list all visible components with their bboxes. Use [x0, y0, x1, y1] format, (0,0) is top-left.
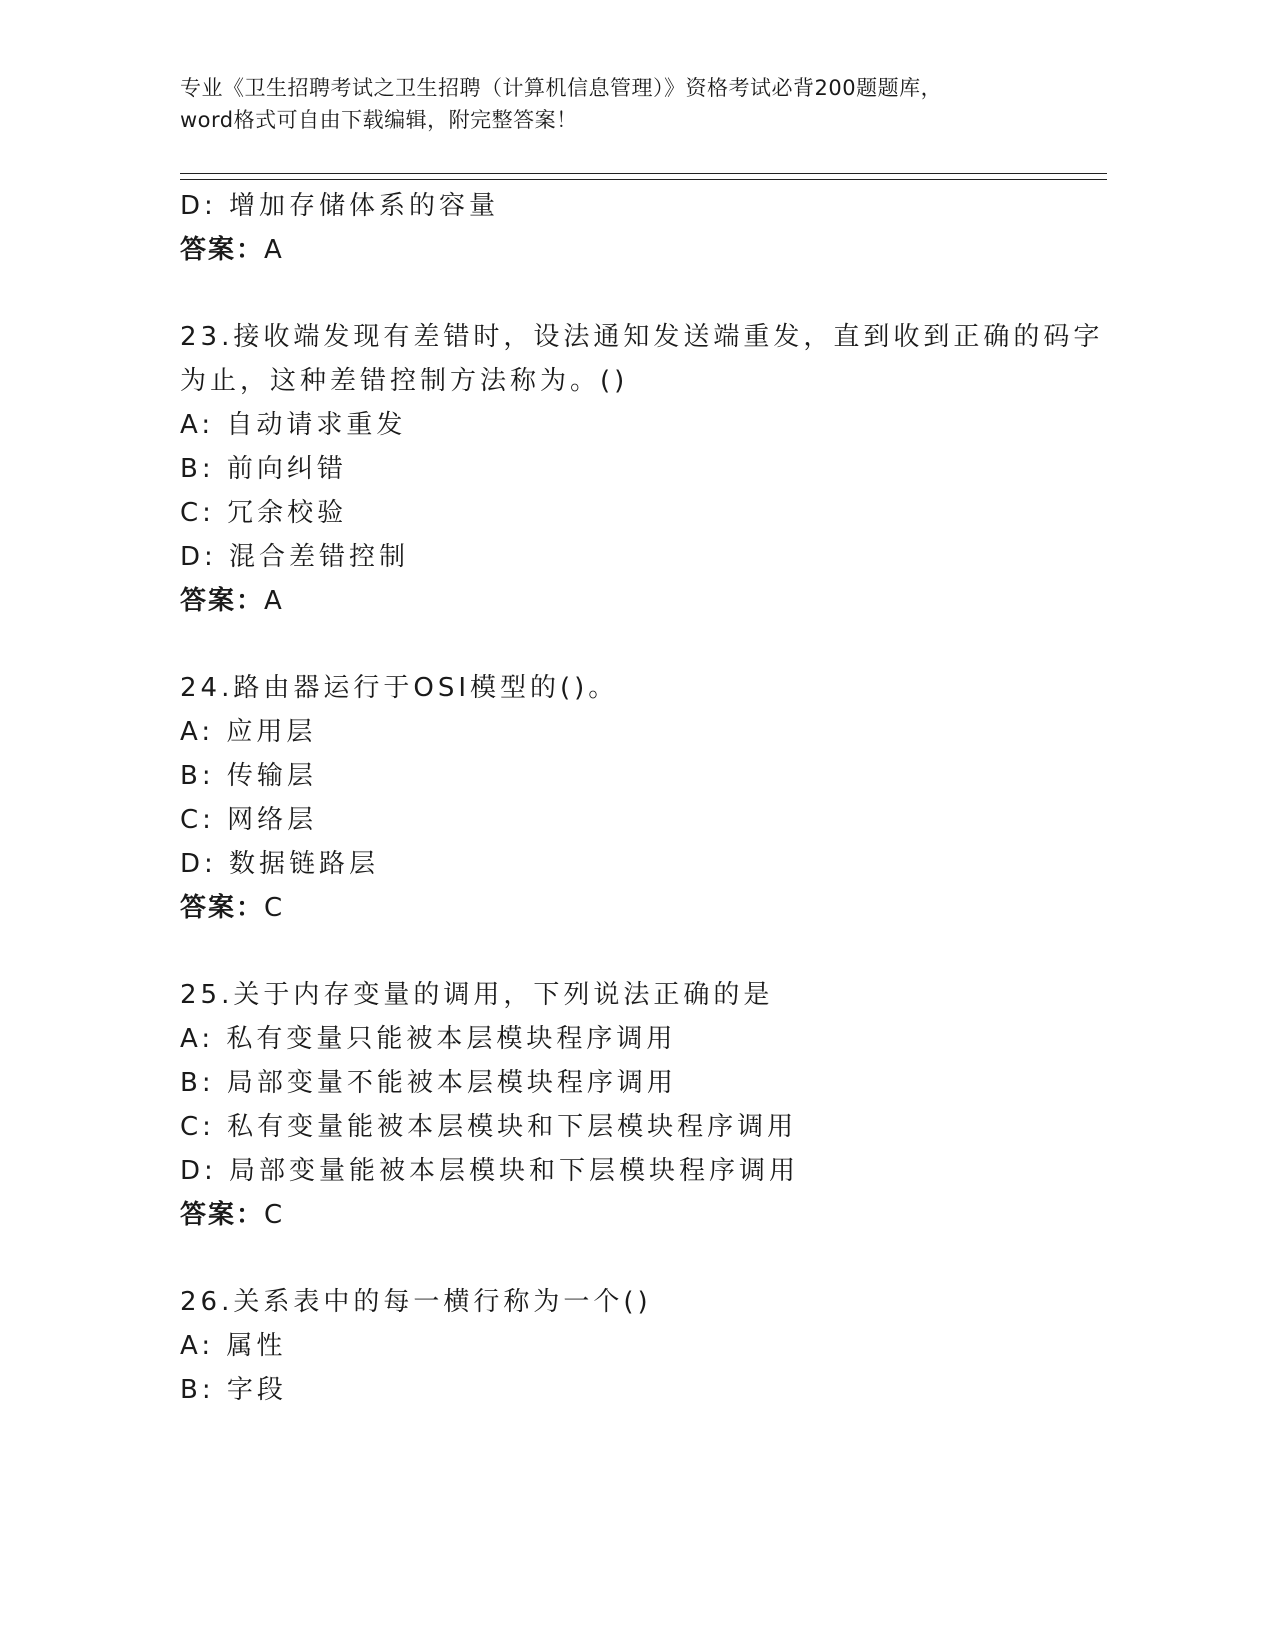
answer-label: 答案： — [180, 893, 265, 923]
answer-value: C — [264, 1200, 285, 1230]
option-a: A: 属性 — [180, 1331, 287, 1361]
question-24 — [180, 666, 1110, 930]
header-title-line-2: word格式可自由下载编辑，附完整答案！ — [180, 108, 578, 132]
option-b: B: 前向纠错 — [180, 454, 347, 484]
option-b: B: 局部变量不能被本层模块程序调用 — [180, 1068, 677, 1098]
answer-line — [180, 886, 1110, 930]
question-26 — [180, 1280, 1110, 1412]
question-stem-continued: 为止，这种差错控制方法称为。() — [180, 366, 629, 396]
header-title-line-1: 专业《卫生招聘考试之卫生招聘（计算机信息管理）》资格考试必背200题题库， — [180, 76, 943, 100]
question-25 — [180, 973, 1110, 1237]
question-gap — [180, 930, 1110, 973]
option-a: A: 应用层 — [180, 717, 317, 747]
answer-line — [180, 1193, 1110, 1237]
question-stem: 23.接收端发现有差错时，设法通知发送端重发，直到收到正确的码字 — [180, 322, 1104, 352]
header-divider-bottom — [180, 179, 1107, 180]
option-d: D: 混合差错控制 — [180, 542, 410, 572]
answer-value: A — [264, 235, 284, 265]
answer-line — [180, 228, 1110, 272]
option-b: B: 字段 — [180, 1375, 287, 1405]
document-header — [180, 72, 1110, 136]
option-c: C: 私有变量能被本层模块和下层模块程序调用 — [180, 1112, 798, 1142]
option-c: C: 网络层 — [180, 805, 318, 835]
option-a: A: 自动请求重发 — [180, 410, 407, 440]
question-23 — [180, 315, 1110, 623]
option-d: D: 局部变量能被本层模块和下层模块程序调用 — [180, 1156, 800, 1186]
header-divider-top — [180, 173, 1107, 174]
question-stem: 25.关于内存变量的调用，下列说法正确的是 — [180, 980, 774, 1010]
question-22-continuation — [180, 184, 1110, 272]
option-c: C: 冗余校验 — [180, 498, 348, 528]
question-gap — [180, 1237, 1110, 1280]
question-gap — [180, 623, 1110, 666]
option-d: D: 增加存储体系的容量 — [180, 191, 500, 221]
option-a: A: 私有变量只能被本层模块程序调用 — [180, 1024, 677, 1054]
answer-label: 答案： — [180, 235, 265, 265]
option-b: B: 传输层 — [180, 761, 317, 791]
answer-label: 答案： — [180, 1200, 265, 1230]
answer-label: 答案： — [180, 586, 265, 616]
option-d: D: 数据链路层 — [180, 849, 380, 879]
question-stem: 24.路由器运行于OSI模型的()。 — [180, 673, 619, 703]
answer-value: C — [264, 893, 285, 923]
question-list — [180, 184, 1110, 1412]
answer-line — [180, 579, 1110, 623]
question-gap — [180, 272, 1110, 315]
question-stem: 26.关系表中的每一横行称为一个() — [180, 1287, 652, 1317]
answer-value: A — [264, 586, 284, 616]
